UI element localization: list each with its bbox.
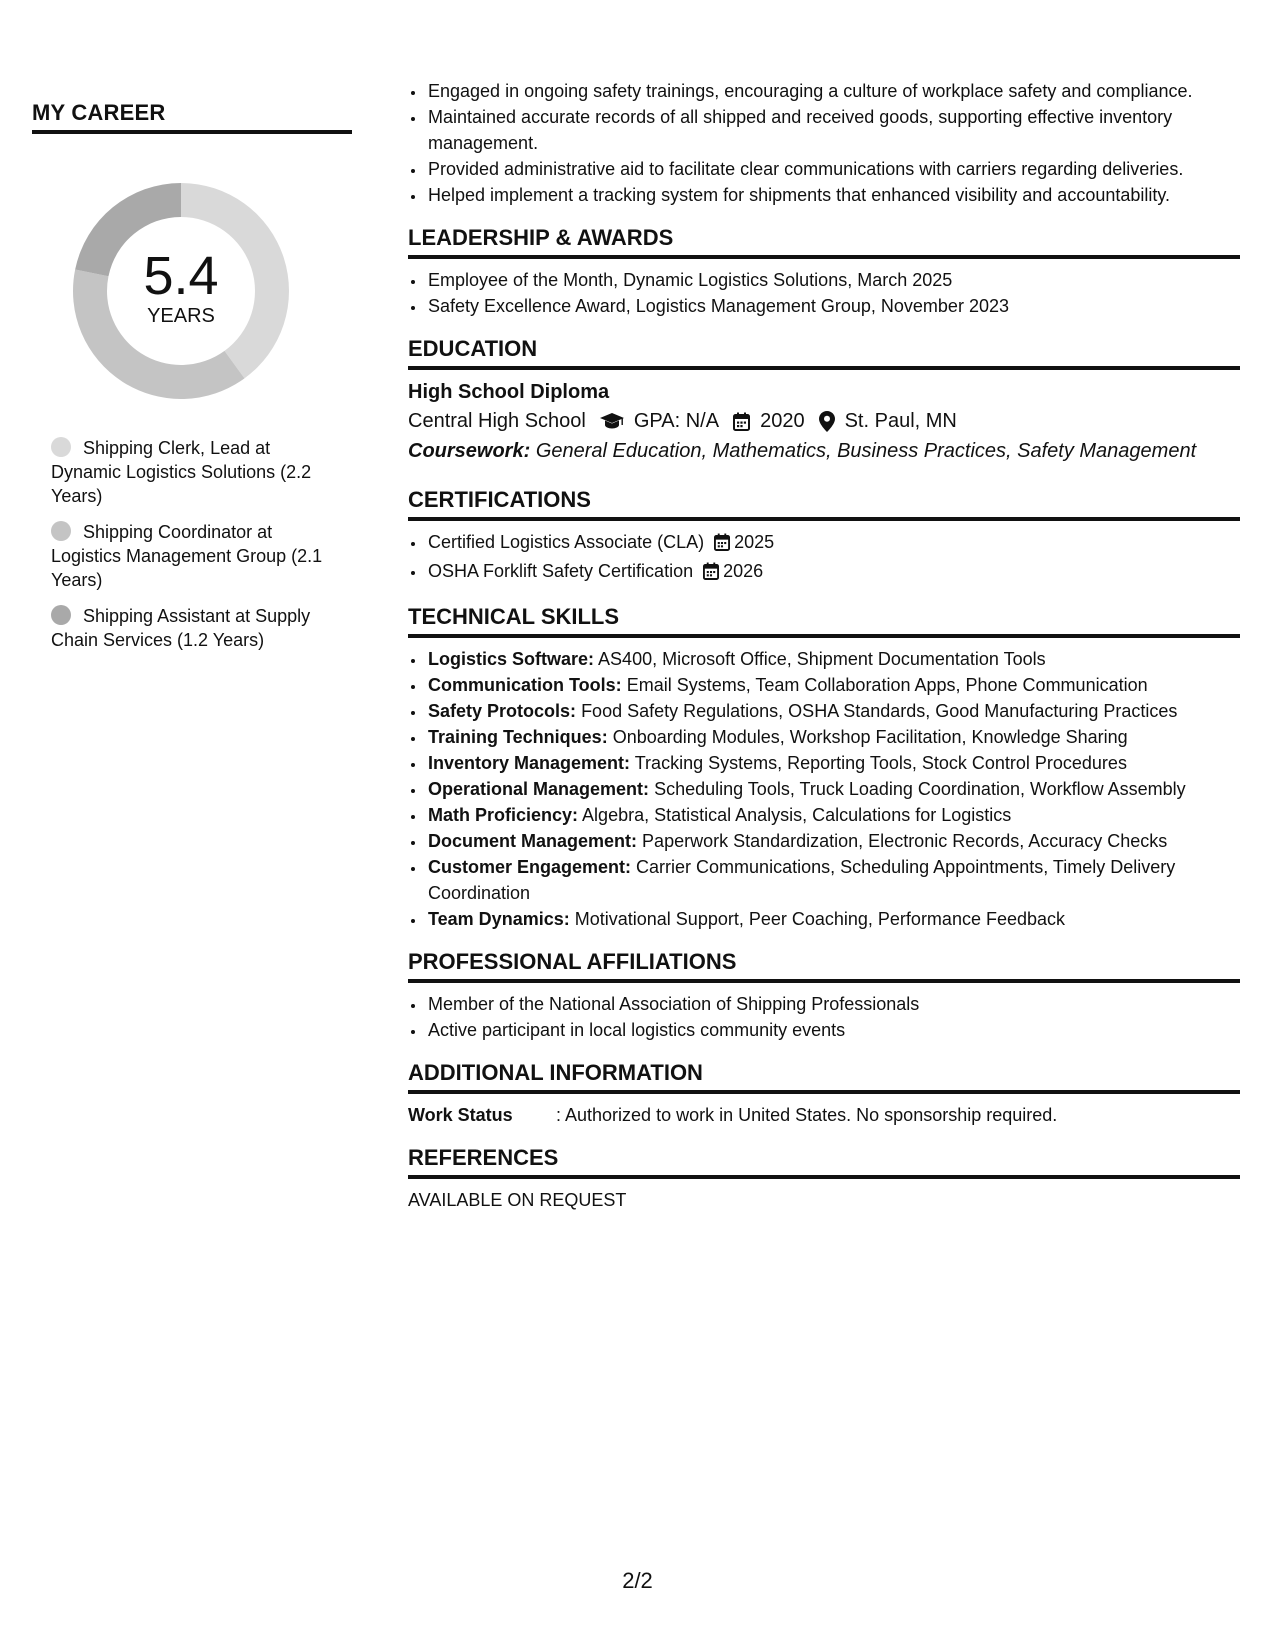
skill-label: Communication Tools: [428, 675, 622, 695]
certification-year: 2025 [734, 532, 775, 552]
skill-item [426, 750, 1240, 776]
experience-bullet: • Helped implement a tracking system for shipments that enhanced visibility and accountability. [426, 182, 1240, 208]
certification-name: OSHA Forklift Safety Certification [428, 561, 694, 581]
skill-value: Algebra, Statistical Analysis, Calculations for Logistics [582, 805, 1012, 825]
certification-year: 2026 [723, 561, 764, 581]
skill-item [426, 646, 1240, 672]
skill-label: Customer Engagement: [428, 857, 632, 877]
education-school: Central High School [408, 410, 586, 432]
legend-label: Shipping Coordinator at Logistics Management Group (2.1 Years) [51, 522, 323, 590]
skill-value: Onboarding Modules, Workshop Facilitation, Knowledge Sharing [612, 727, 1128, 747]
legend-label: Shipping Clerk, Lead at Dynamic Logistics Solutions (2.2 Years) [51, 438, 312, 506]
section-title-certifications: CERTIFICATIONS [408, 486, 1240, 521]
education-degree: High School Diploma [408, 381, 610, 403]
coursework-value: General Education, Mathematics, Business Practices, Safety Management [535, 440, 1197, 462]
legend-label: Shipping Assistant at Supply Chain Services (1.2 Years) [51, 606, 311, 650]
skill-value: Paperwork Standardization, Electronic Records, Accuracy Checks [642, 831, 1168, 851]
career-sidebar [32, 100, 352, 664]
legend-dot-icon [51, 605, 71, 625]
skill-item [426, 828, 1240, 854]
legend-dot-icon [51, 521, 71, 541]
total-years-unit: YEARS [147, 305, 215, 327]
education-location: St. Paul, MN [844, 410, 957, 432]
skill-item [426, 906, 1240, 932]
skills-list [408, 646, 1240, 932]
legend-item [51, 436, 341, 508]
legend-dot-icon [51, 437, 71, 457]
skill-label: Document Management: [428, 831, 638, 851]
resume-main [408, 78, 1240, 1213]
skill-item [426, 802, 1240, 828]
skill-value: Food Safety Regulations, OSHA Standards, Good Manufacturing Practices [581, 701, 1178, 721]
affiliation-item: • Member of the National Association of Shipping Professionals [426, 991, 1240, 1017]
section-title-references: REFERENCES [408, 1144, 1240, 1179]
skill-label: Inventory Management: [428, 753, 631, 773]
work-status-label: Work Status [408, 1105, 513, 1125]
career-title: MY CAREER [32, 100, 352, 134]
graduation-cap-icon [600, 413, 624, 429]
work-status-value: : Authorized to work in United States. No sponsorship required. [556, 1105, 1058, 1125]
section-title-affiliations: PROFESSIONAL AFFILIATIONS [408, 948, 1240, 983]
skill-item [426, 672, 1240, 698]
map-pin-icon [819, 411, 835, 432]
leadership-list [408, 267, 1240, 319]
experience-bullet: • Maintained accurate records of all shipped and received goods, supporting effective inventory management. [426, 104, 1240, 156]
experience-bullet: • Engaged in ongoing safety trainings, encouraging a culture of workplace safety and compliance. [426, 78, 1240, 104]
legend-item [51, 604, 341, 652]
education-details [408, 406, 1240, 436]
skill-label: Operational Management: [428, 779, 650, 799]
calendar-icon [733, 412, 750, 431]
skill-value: Motivational Support, Peer Coaching, Performance Feedback [574, 909, 1066, 929]
certification-item [426, 558, 1240, 587]
education-gpa: GPA: N/A [633, 410, 720, 432]
section-title-additional: ADDITIONAL INFORMATION [408, 1059, 1240, 1094]
skill-item [426, 776, 1240, 802]
skill-value: Tracking Systems, Reporting Tools, Stock Control Procedures [634, 753, 1127, 773]
skill-item [426, 854, 1240, 906]
skill-label: Math Proficiency: [428, 805, 579, 825]
career-legend [51, 436, 341, 652]
certification-list [408, 529, 1240, 587]
section-title-education: EDUCATION [408, 335, 1240, 370]
skill-value: AS400, Microsoft Office, Shipment Documentation Tools [598, 649, 1046, 669]
skill-label: Safety Protocols: [428, 701, 577, 721]
experience-bullets [408, 78, 1240, 208]
total-years-value: 5.4 [143, 246, 219, 306]
calendar-icon [714, 532, 730, 558]
references-text: AVAILABLE ON REQUEST [408, 1190, 627, 1210]
skill-label: Team Dynamics: [428, 909, 570, 929]
education-coursework [408, 436, 1240, 466]
skill-value: Carrier Communications, Scheduling Appointments, Timely Delivery Coordination [428, 857, 1176, 903]
skill-label: Training Techniques: [428, 727, 608, 747]
skill-item [426, 724, 1240, 750]
career-donut-chart [66, 176, 296, 406]
skill-item [426, 698, 1240, 724]
certification-name: Certified Logistics Associate (CLA) [428, 532, 705, 552]
coursework-label: Coursework: [408, 440, 531, 462]
calendar-icon [703, 561, 719, 587]
award-item: • Employee of the Month, Dynamic Logistics Solutions, March 2025 [426, 267, 1240, 293]
experience-bullet: • Provided administrative aid to facilitate clear communications with carriers regarding deliveries. [426, 156, 1240, 182]
page-number: 2/2 [622, 1568, 653, 1593]
award-item: • Safety Excellence Award, Logistics Management Group, November 2023 [426, 293, 1240, 319]
affiliation-item: • Active participant in local logistics community events [426, 1017, 1240, 1043]
affiliations-list [408, 991, 1240, 1043]
legend-item [51, 520, 341, 592]
work-status-row [408, 1102, 1240, 1128]
certification-item [426, 529, 1240, 558]
section-title-leadership: LEADERSHIP & AWARDS [408, 224, 1240, 259]
skill-value: Email Systems, Team Collaboration Apps, Phone Communication [626, 675, 1148, 695]
education-year: 2020 [760, 410, 805, 432]
skill-value: Scheduling Tools, Truck Loading Coordination, Workflow Assembly [654, 779, 1186, 799]
skill-label: Logistics Software: [428, 649, 595, 669]
section-title-skills: TECHNICAL SKILLS [408, 603, 1240, 638]
donut-center [66, 176, 296, 406]
